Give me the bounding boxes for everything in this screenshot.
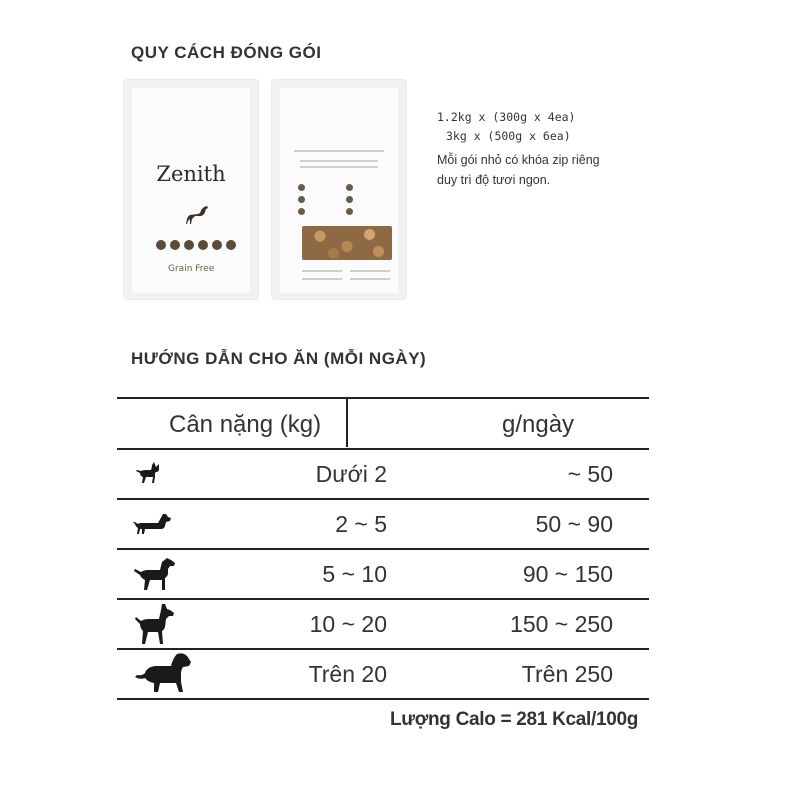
pack-size-line: 3kg x (500g x 6ea) <box>446 129 571 143</box>
grain-free-badge: Grain Free <box>168 264 215 274</box>
table-row <box>117 450 649 500</box>
weight-value: 5 ~ 10 <box>322 561 387 587</box>
amount-value: 50 ~ 90 <box>535 511 613 537</box>
feature-icon <box>346 184 353 191</box>
text-line <box>294 150 384 152</box>
weight-value: Dưới 2 <box>315 461 387 487</box>
packaging-title: QUY CÁCH ĐÓNG GÓI <box>131 43 322 62</box>
pack-note-line: Mỗi gói nhỏ có khóa zip riêng <box>437 153 600 167</box>
package-brand-name: Zenith <box>156 162 226 186</box>
ingredient-icon <box>156 240 166 250</box>
table-row <box>117 600 649 650</box>
amount-value: 150 ~ 250 <box>510 611 613 637</box>
packaging-info <box>437 108 600 190</box>
greyhound-icon <box>186 204 210 226</box>
text-line <box>350 278 390 280</box>
text-line <box>300 166 378 168</box>
weight-column-header: Cân nặng (kg) <box>169 411 322 438</box>
column-divider <box>346 397 348 447</box>
feature-icon <box>298 184 305 191</box>
text-line <box>302 278 342 280</box>
text-line <box>302 270 342 272</box>
feature-icon <box>346 196 353 203</box>
kibble-photo <box>302 226 392 260</box>
amount-value: Trên 250 <box>521 661 613 687</box>
ingredient-icon <box>184 240 194 250</box>
text-line <box>350 270 390 272</box>
calorie-info: Lượng Calo = 281 Kcal/100g <box>390 709 639 730</box>
pack-note <box>437 150 600 190</box>
weight-value: 2 ~ 5 <box>335 511 387 537</box>
pack-note-line: duy trì độ tươi ngon. <box>437 173 551 187</box>
feature-icon <box>346 208 353 215</box>
feeding-guide-title: HƯỚNG DẪN CHO ĂN (MỖI NGÀY) <box>131 349 427 368</box>
ingredient-icon <box>170 240 180 250</box>
feature-icon <box>298 196 305 203</box>
amount-value: 90 ~ 150 <box>522 561 613 587</box>
ingredient-icon <box>226 240 236 250</box>
feeding-table <box>117 397 649 700</box>
amount-column-header: g/ngày <box>502 411 575 438</box>
table-row <box>117 650 649 700</box>
ingredient-icon <box>212 240 222 250</box>
text-line <box>300 160 378 162</box>
table-header <box>117 397 649 450</box>
chihuahua-icon <box>133 460 161 486</box>
large-dog-icon <box>133 652 193 694</box>
ingredient-icon <box>198 240 208 250</box>
medium-dog-icon <box>133 556 177 592</box>
feature-icon <box>298 208 305 215</box>
weight-value: Trên 20 <box>308 661 387 687</box>
amount-value: ~ 50 <box>567 461 613 487</box>
ingredient-icons <box>156 240 236 250</box>
package-back-image <box>272 80 406 299</box>
dachshund-icon <box>133 512 171 536</box>
weight-value: 10 ~ 20 <box>309 611 387 637</box>
table-row <box>117 500 649 550</box>
doberman-icon <box>133 604 177 646</box>
pack-size-line: 1.2kg x (300g x 4ea) <box>437 110 576 124</box>
package-front-image <box>124 80 258 299</box>
table-row <box>117 550 649 600</box>
